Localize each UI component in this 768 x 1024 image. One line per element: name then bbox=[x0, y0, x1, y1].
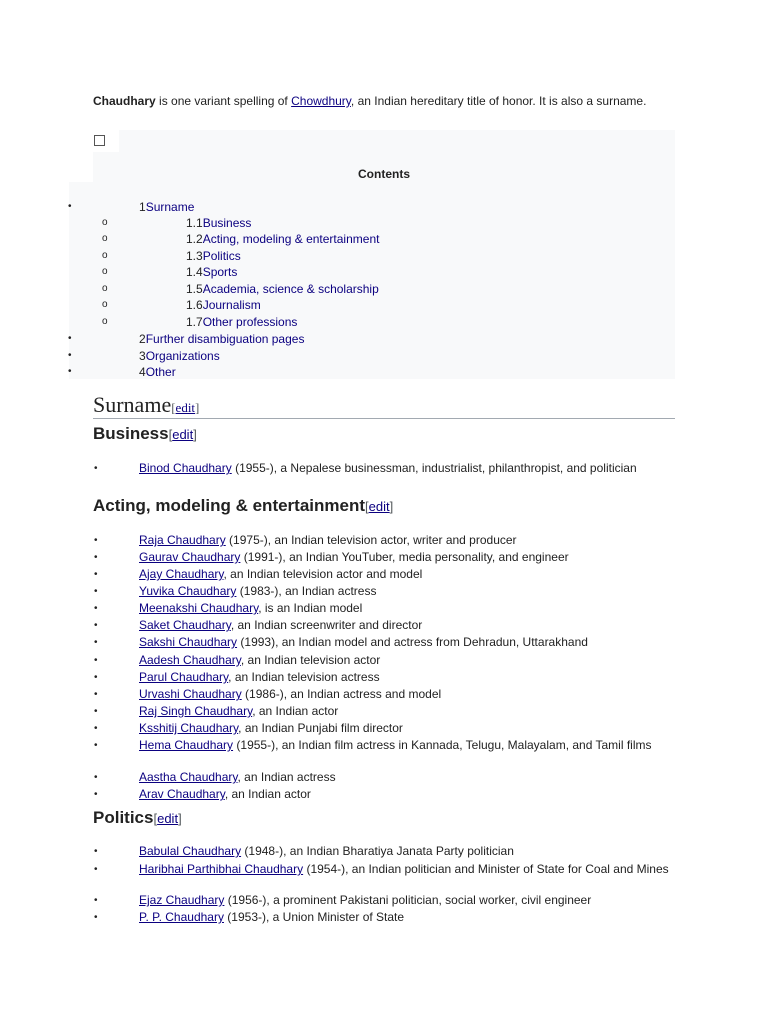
edit-bracket-close: ] bbox=[389, 499, 394, 514]
list-item bbox=[94, 862, 678, 877]
person-description: (1991-), an Indian YouTuber, media personality, and engineer bbox=[240, 550, 569, 564]
person-link[interactable]: Ejaz Chaudhary bbox=[139, 893, 225, 907]
person-link[interactable]: P. P. Chaudhary bbox=[139, 910, 224, 924]
toc-background-left bbox=[69, 182, 93, 379]
person-link[interactable]: Haribhai Parthibhai Chaudhary bbox=[139, 862, 304, 876]
list-bullet: • bbox=[94, 620, 98, 631]
toc-sub-bullet: o bbox=[102, 299, 108, 310]
toc-item-journalism[interactable] bbox=[186, 297, 261, 313]
list-bullet: • bbox=[94, 463, 98, 474]
list-bullet: • bbox=[94, 535, 98, 546]
toc-item-other[interactable] bbox=[139, 364, 176, 380]
list-item bbox=[94, 844, 678, 859]
person-link[interactable]: Ksshitij Chaudhary bbox=[139, 721, 239, 735]
toc-bullet: • bbox=[68, 366, 72, 377]
list-bullet: • bbox=[94, 637, 98, 648]
toc-sub-bullet: o bbox=[102, 217, 108, 228]
toc-title: Contents bbox=[358, 167, 410, 181]
toc-label: Journalism bbox=[202, 298, 261, 312]
edit-bracket-close: ] bbox=[193, 427, 197, 442]
toc-label: Surname bbox=[145, 200, 195, 214]
toc-label: Politics bbox=[202, 249, 241, 263]
person-description: , an Indian actor bbox=[252, 704, 339, 718]
edit-link[interactable]: edit bbox=[368, 499, 390, 514]
business-heading bbox=[93, 423, 197, 446]
toc-number: 1.4 bbox=[186, 265, 203, 279]
surname-heading-text: Surname bbox=[93, 392, 172, 417]
toc-number: 2 bbox=[139, 332, 146, 346]
toc-number: 1.6 bbox=[186, 298, 203, 312]
list-item bbox=[94, 893, 678, 908]
toc-number: 1.2 bbox=[186, 232, 203, 246]
toc-label: Other professions bbox=[202, 315, 298, 329]
toc-number: 1.1 bbox=[186, 216, 203, 230]
person-link[interactable]: Yuvika Chaudhary bbox=[139, 584, 237, 598]
toc-item-academia[interactable] bbox=[186, 281, 379, 297]
person-description: (1956-), a prominent Pakistani politician, social worker, civil engineer bbox=[224, 893, 592, 907]
person-description: , an Indian television actor bbox=[240, 653, 381, 667]
toc-sub-bullet: o bbox=[102, 233, 108, 244]
person-link[interactable]: Saket Chaudhary bbox=[139, 618, 231, 632]
person-description: (1955-), a Nepalese businessman, industrialist, philanthropist, and politician bbox=[231, 461, 637, 475]
intro-text-2: , an Indian hereditary title of honor. It is also a surname. bbox=[350, 94, 647, 108]
toc-item-surname[interactable] bbox=[139, 199, 194, 215]
edit-bracket-close: ] bbox=[178, 811, 182, 826]
list-bullet: • bbox=[94, 740, 98, 751]
list-item bbox=[94, 533, 678, 548]
toc-item-organizations[interactable] bbox=[139, 348, 220, 364]
edit-section-acting bbox=[365, 499, 393, 514]
person-description: , an Indian actress bbox=[237, 770, 336, 784]
person-link[interactable]: Raja Chaudhary bbox=[139, 533, 226, 547]
intro-term: Chaudhary bbox=[93, 94, 156, 108]
surname-heading bbox=[93, 392, 199, 421]
person-link[interactable]: Ajay Chaudhary bbox=[139, 567, 224, 581]
edit-bracket-open: [ bbox=[171, 400, 176, 415]
toc-item-business[interactable] bbox=[186, 215, 251, 231]
person-description: (1983-), an Indian actress bbox=[236, 584, 377, 598]
intro-paragraph bbox=[93, 94, 675, 109]
edit-bracket-open: [ bbox=[365, 499, 369, 514]
person-link[interactable]: Hema Chaudhary bbox=[139, 738, 234, 752]
edit-link[interactable]: edit bbox=[172, 427, 194, 442]
list-bullet: • bbox=[94, 603, 98, 614]
list-bullet: • bbox=[94, 723, 98, 734]
toc-label: Sports bbox=[202, 265, 238, 279]
toc-number: 4 bbox=[139, 365, 146, 379]
list-bullet: • bbox=[94, 552, 98, 563]
toc-bullet: • bbox=[68, 201, 72, 212]
edit-link[interactable]: edit bbox=[157, 811, 179, 826]
toc-number: 1 bbox=[139, 200, 146, 214]
politics-heading bbox=[93, 807, 182, 830]
list-item bbox=[94, 461, 678, 476]
list-item bbox=[94, 770, 678, 785]
list-bullet: • bbox=[94, 569, 98, 580]
toc-sub-bullet: o bbox=[102, 283, 108, 294]
person-description: (1948-), an Indian Bharatiya Janata Party politician bbox=[241, 844, 514, 858]
person-description: , an Indian actor bbox=[224, 787, 311, 801]
toc-label: Further disambiguation pages bbox=[145, 332, 305, 346]
list-item bbox=[94, 567, 678, 582]
toc-label: Acting, modeling & entertainment bbox=[202, 232, 380, 246]
person-description: , an Indian screenwriter and director bbox=[230, 618, 423, 632]
list-bullet: • bbox=[94, 846, 98, 857]
person-link[interactable]: Urvashi Chaudhary bbox=[139, 687, 242, 701]
list-item bbox=[94, 721, 678, 736]
person-description: (1986-), an Indian actress and model bbox=[241, 687, 442, 701]
person-link[interactable]: Aastha Chaudhary bbox=[139, 770, 238, 784]
person-link[interactable]: Meenakshi Chaudhary bbox=[139, 601, 259, 615]
edit-section-politics bbox=[153, 811, 181, 826]
acting-heading bbox=[93, 495, 393, 518]
list-bullet: • bbox=[94, 912, 98, 923]
toc-number: 1.5 bbox=[186, 282, 203, 296]
person-description: (1955-), an Indian film actress in Kannada, Telugu, Malayalam, and Tamil films bbox=[233, 738, 652, 752]
list-bullet: • bbox=[94, 789, 98, 800]
list-bullet: • bbox=[94, 706, 98, 717]
list-bullet: • bbox=[94, 689, 98, 700]
person-description: (1954-), an Indian politician and Minister of State for Coal and Mines bbox=[303, 862, 669, 876]
list-item bbox=[94, 787, 678, 802]
person-link[interactable]: Raj Singh Chaudhary bbox=[139, 704, 253, 718]
person-description: , an Indian Punjabi film director bbox=[238, 721, 403, 735]
list-item bbox=[94, 618, 678, 633]
business-heading-text: Business bbox=[93, 424, 169, 443]
toc-number: 3 bbox=[139, 349, 146, 363]
toc-label: Organizations bbox=[145, 349, 220, 363]
list-bullet: • bbox=[94, 864, 98, 875]
toc-label: Business bbox=[202, 216, 252, 230]
toc-item-acting[interactable] bbox=[186, 231, 379, 247]
list-bullet: • bbox=[94, 672, 98, 683]
person-link[interactable]: Babulal Chaudhary bbox=[139, 844, 242, 858]
person-link[interactable]: Gaurav Chaudhary bbox=[139, 550, 241, 564]
person-description: , an Indian television actress bbox=[228, 670, 380, 684]
heading-divider bbox=[93, 418, 675, 419]
person-link[interactable]: Aadesh Chaudhary bbox=[139, 653, 241, 667]
edit-link[interactable]: edit bbox=[175, 400, 196, 415]
toc-number: 1.7 bbox=[186, 315, 203, 329]
person-link[interactable]: Arav Chaudhary bbox=[139, 787, 225, 801]
list-item bbox=[94, 550, 678, 565]
person-description: (1953-), a Union Minister of State bbox=[223, 910, 405, 924]
edit-section-surname bbox=[171, 400, 199, 415]
list-item bbox=[94, 601, 678, 616]
list-bullet: • bbox=[94, 772, 98, 783]
intro-text-1: is one variant spelling of bbox=[155, 94, 292, 108]
acting-heading-text: Acting, modeling & entertainment bbox=[93, 496, 366, 515]
toc-bullet: • bbox=[68, 350, 72, 361]
person-description: , is an Indian model bbox=[258, 601, 363, 615]
toc-item-other-professions[interactable] bbox=[186, 314, 297, 330]
list-item bbox=[94, 910, 678, 925]
politics-heading-text: Politics bbox=[93, 808, 154, 827]
edit-section-business bbox=[169, 427, 197, 442]
person-link[interactable]: Parul Chaudhary bbox=[139, 670, 229, 684]
toc-sub-bullet: o bbox=[102, 266, 108, 277]
list-item bbox=[94, 653, 678, 668]
person-link[interactable]: Binod Chaudhary bbox=[139, 461, 232, 475]
toc-item-politics[interactable] bbox=[186, 248, 241, 264]
toc-item-further-disambiguation[interactable] bbox=[139, 331, 304, 347]
list-item bbox=[94, 704, 678, 719]
toc-sub-bullet: o bbox=[102, 316, 108, 327]
list-item bbox=[94, 738, 678, 753]
list-item bbox=[94, 687, 678, 702]
toc-item-sports[interactable] bbox=[186, 264, 237, 280]
edit-bracket-open: [ bbox=[153, 811, 158, 826]
edit-bracket-open: [ bbox=[168, 427, 173, 442]
list-bullet: • bbox=[94, 586, 98, 597]
list-item bbox=[94, 584, 678, 599]
person-link[interactable]: Sakshi Chaudhary bbox=[139, 635, 238, 649]
person-description: (1993), an Indian model and actress from Dehradun, Uttarakhand bbox=[237, 635, 588, 649]
toc-label: Academia, science & scholarship bbox=[202, 282, 379, 296]
edit-bracket-close: ] bbox=[195, 400, 200, 415]
toc-sub-bullet: o bbox=[102, 250, 108, 261]
person-description: , an Indian television actor and model bbox=[223, 567, 423, 581]
list-item bbox=[94, 670, 678, 685]
toc-number: 1.3 bbox=[186, 249, 203, 263]
toc-toggle-checkbox[interactable] bbox=[94, 135, 105, 146]
person-description: (1975-), an Indian television actor, writer and producer bbox=[225, 533, 517, 547]
list-bullet: • bbox=[94, 895, 98, 906]
toc-label: Other bbox=[145, 365, 176, 379]
chowdhury-link[interactable]: Chowdhury bbox=[291, 94, 351, 108]
list-bullet: • bbox=[94, 655, 98, 666]
toc-bullet: • bbox=[68, 333, 72, 344]
list-item bbox=[94, 635, 678, 650]
